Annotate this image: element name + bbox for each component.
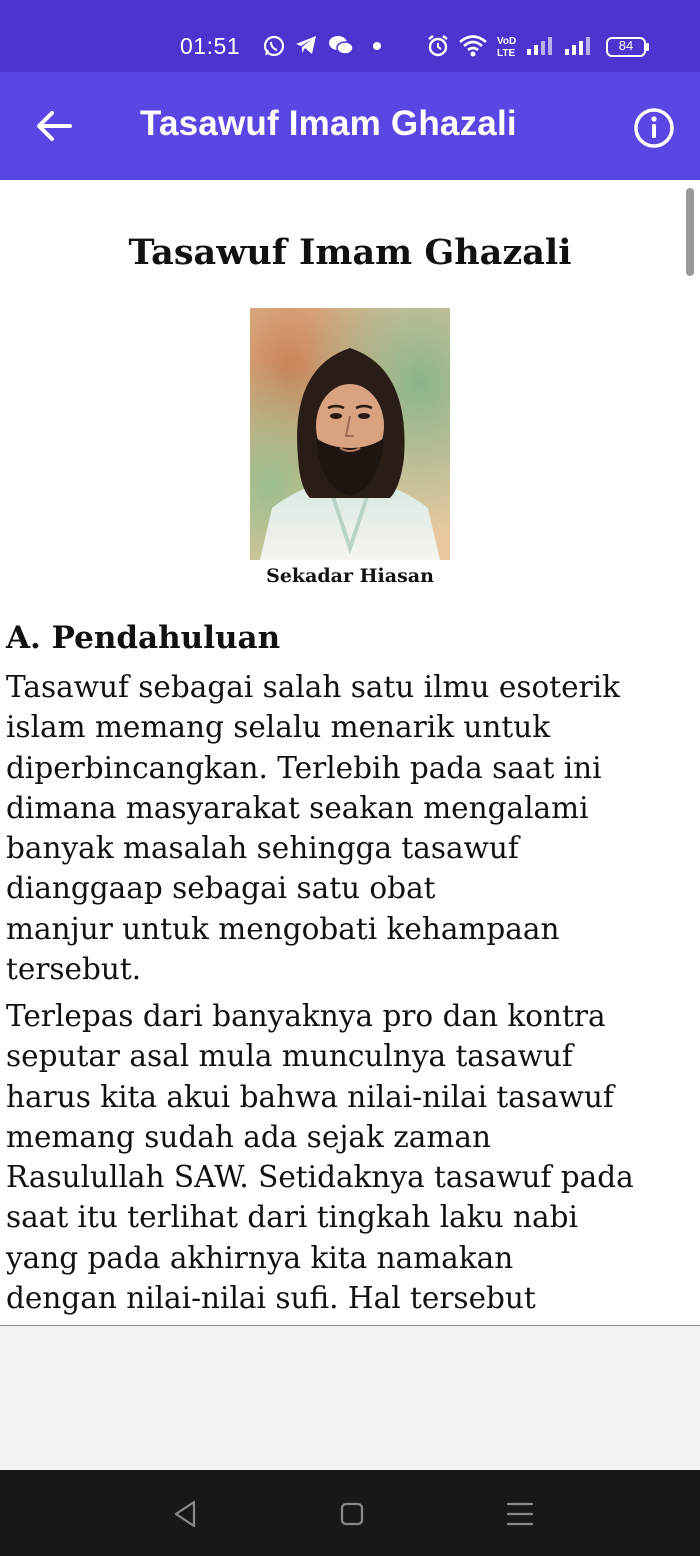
navigation-bar	[0, 1470, 700, 1556]
home-square-icon	[334, 1496, 370, 1532]
alarm-icon	[426, 34, 450, 58]
paragraph-line: dianggaap sebagai satu obat	[6, 871, 436, 906]
portrait-image	[250, 308, 450, 560]
status-bar	[0, 0, 700, 72]
info-icon	[628, 102, 680, 154]
status-time: 01:51	[180, 33, 241, 59]
telegram-icon	[294, 34, 318, 56]
dot-icon	[372, 41, 382, 51]
back-triangle-icon	[168, 1496, 204, 1532]
wechat-icon	[328, 34, 354, 56]
battery-icon	[606, 37, 650, 57]
nav-recents-button[interactable]	[502, 1496, 538, 1532]
paragraph-line: harus kita akui bahwa nilai-nilai tasawuf	[6, 1079, 614, 1114]
paragraph-line: seputar asal mula munculnya tasawuf	[6, 1039, 573, 1074]
volte-icon	[496, 34, 522, 58]
nav-back-button[interactable]	[168, 1496, 204, 1532]
paragraph-line: Terlepas dari banyaknya pro dan kontra	[6, 999, 606, 1033]
paragraph-line: yang pada akhirnya kita namakan	[6, 1240, 514, 1275]
back-button[interactable]	[30, 102, 78, 150]
article-title: Tasawuf Imam Ghazali	[128, 232, 572, 273]
paragraph-line: memang sudah ada sejak zaman	[6, 1119, 491, 1154]
signal-icon	[526, 34, 556, 56]
info-button[interactable]	[628, 102, 680, 154]
signal-icon	[564, 34, 594, 56]
arrow-left-icon	[30, 102, 78, 150]
paragraph-line: dimana masyarakat seakan mengalami	[6, 790, 589, 825]
wifi-icon	[458, 34, 488, 58]
paragraph-line: Rasulullah SAW. Setidaknya tasawuf pada	[6, 1160, 634, 1195]
paragraph	[6, 667, 696, 989]
whatsapp-icon	[262, 34, 286, 58]
paragraph-line: dengan nilai-nilai sufi. Hal tersebut	[6, 1281, 536, 1316]
svg-text:LTE: LTE	[497, 48, 516, 58]
paragraph-line: Tasawuf sebagai salah satu ilmu esoterik	[6, 670, 620, 704]
ad-banner-area	[0, 1326, 700, 1470]
paragraph-line: diperbincangkan. Terlebih pada saat ini	[6, 750, 602, 785]
app-bar	[0, 72, 700, 180]
app-title: Tasawuf Imam Ghazali	[140, 104, 517, 143]
paragraph-line: tersebut.	[6, 952, 142, 987]
paragraph	[6, 996, 696, 1318]
battery-level: 84	[618, 38, 634, 53]
paragraph-line: saat itu terlihat dari tingkah laku nabi	[6, 1200, 578, 1235]
paragraph-line: islam memang selalu menarik untuk	[6, 710, 551, 745]
nav-home-button[interactable]	[334, 1496, 370, 1532]
article-content[interactable]	[0, 180, 700, 1326]
image-caption: Sekadar Hiasan	[266, 565, 434, 587]
recents-menu-icon	[502, 1496, 538, 1532]
svg-text:VoD: VoD	[497, 36, 517, 47]
paragraph-line: manjur untuk mengobati kehampaan	[6, 911, 560, 946]
paragraph-line: banyak masalah sehingga tasawuf	[6, 831, 519, 866]
section-heading: A. Pendahuluan	[6, 620, 281, 656]
